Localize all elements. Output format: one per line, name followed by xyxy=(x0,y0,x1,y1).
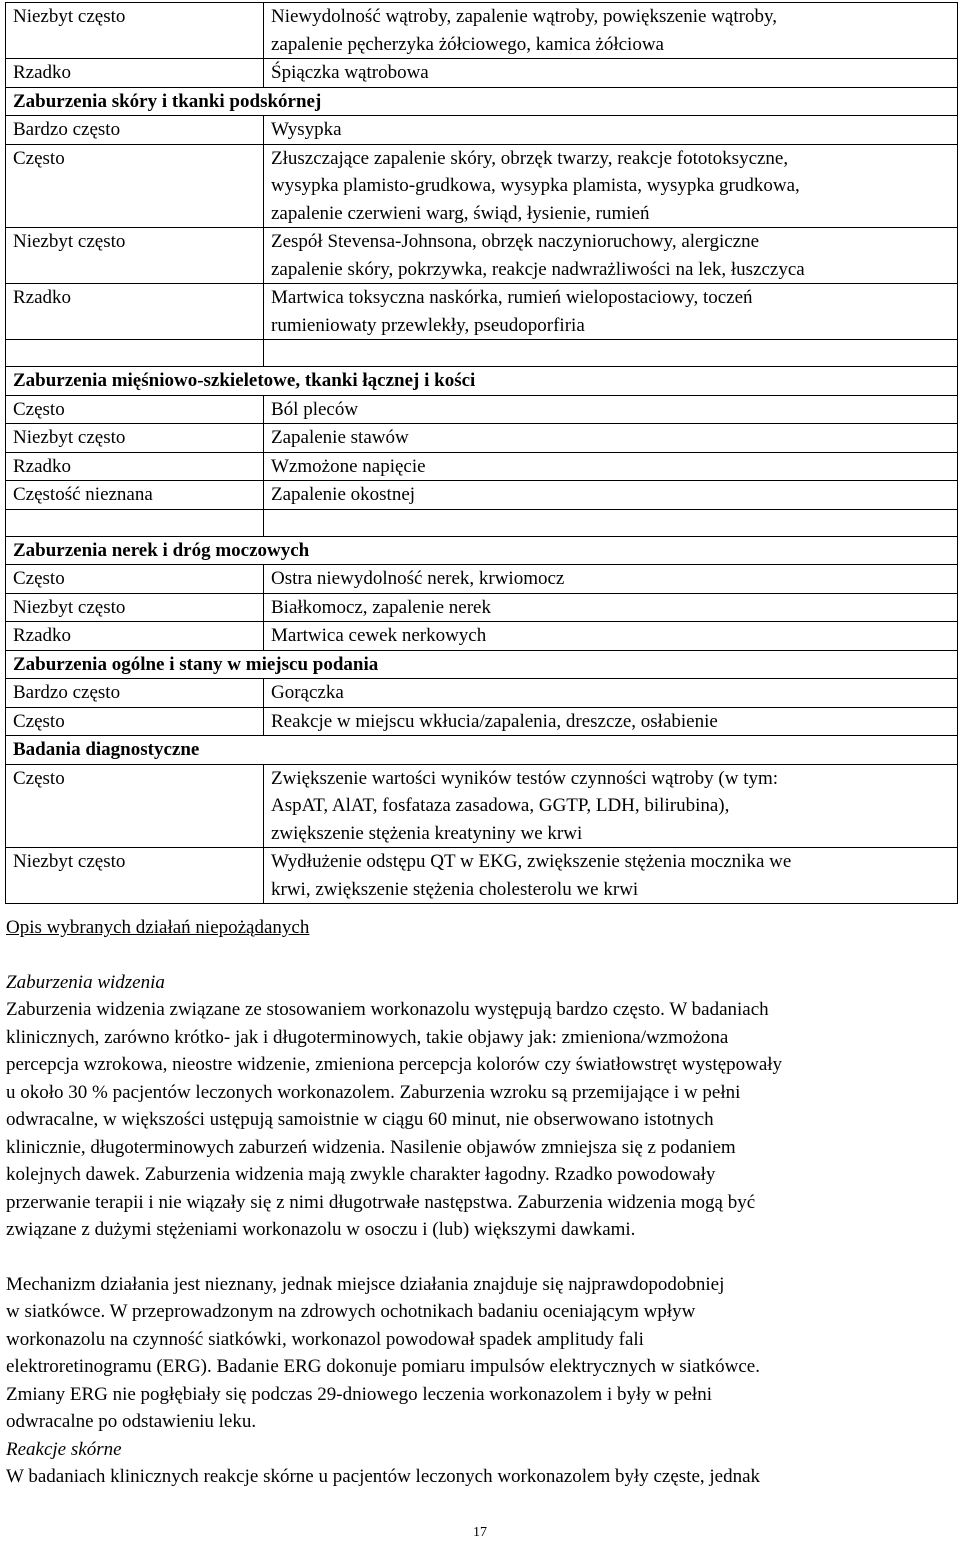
reaction-line: zapalenie skóry, pokrzywka, reakcje nadwrażliwości na lek, łuszczyca xyxy=(271,258,805,280)
selected-adverse-effects-section xyxy=(6,914,951,1491)
frequency-cell: Bardzo często xyxy=(6,679,264,708)
frequency-cell: Niezbyt często xyxy=(6,424,264,453)
frequency-cell: Niezbyt często xyxy=(6,848,264,904)
reaction-cell xyxy=(264,3,958,59)
reaction-cell xyxy=(264,452,958,481)
reaction-cell xyxy=(264,395,958,424)
table-row xyxy=(6,144,958,228)
reaction-cell xyxy=(264,593,958,622)
section-title: Badania diagnostyczne xyxy=(6,736,958,765)
frequency-cell: Rzadko xyxy=(6,59,264,88)
frequency-cell: Często xyxy=(6,707,264,736)
vision-paragraph-1 xyxy=(6,996,951,1244)
table-row xyxy=(6,565,958,594)
table-row xyxy=(6,284,958,340)
text-line: związane z dużymi stężeniami workonazolu w osoczu i (lub) większymi dawkami. xyxy=(6,1219,636,1240)
vision-paragraph-2 xyxy=(6,1271,951,1436)
reaction-line: Ostra niewydolność nerek, krwiomocz xyxy=(271,568,565,589)
frequency-cell: Niezbyt często xyxy=(6,228,264,284)
empty-cell xyxy=(264,340,958,367)
reaction-cell xyxy=(264,622,958,651)
reaction-line: Białkomocz, zapalenie nerek xyxy=(271,596,491,618)
reaction-line: krwi, zwiększenie stężenia cholesterolu we krwi xyxy=(271,878,639,900)
reaction-cell xyxy=(264,116,958,145)
text-line: odwracalne, w większości ustępują samoistnie w ciągu 60 minut, nie obserwowano istotnych xyxy=(6,1109,714,1130)
reaction-cell xyxy=(264,481,958,510)
reaction-line: Ból pleców xyxy=(271,398,359,420)
table-section-row xyxy=(6,736,958,765)
frequency-cell: Niezbyt często xyxy=(6,3,264,59)
reaction-cell xyxy=(264,59,958,88)
reaction-cell xyxy=(264,144,958,228)
frequency-cell: Często xyxy=(6,395,264,424)
frequency-cell: Niezbyt często xyxy=(6,593,264,622)
reaction-line: Niewydolność wątroby, zapalenie wątroby, powiększenie wątroby, xyxy=(271,6,777,27)
frequency-cell: Rzadko xyxy=(6,452,264,481)
text-line: Zmiany ERG nie pogłębiały się podczas 29-dniowego leczenia workonazolem i były w pełni xyxy=(6,1383,712,1405)
text-line: w siatkówce. W przeprowadzonym na zdrowych ochotnikach badaniu oceniającym wpływ xyxy=(6,1301,696,1322)
reaction-line: Zapalenie okostnej xyxy=(271,484,416,505)
reaction-cell xyxy=(264,848,958,904)
table-row xyxy=(6,395,958,424)
section-title: Zaburzenia nerek i dróg moczowych xyxy=(6,536,958,565)
skin-reactions-heading: Reakcje skórne xyxy=(6,1438,122,1460)
text-line: u około 30 % pacjentów leczonych workonazolem. Zaburzenia wzroku są przemijające i w pełni xyxy=(6,1081,741,1103)
reaction-cell xyxy=(264,679,958,708)
reaction-line: zwiększenie stężenia kreatyniny we krwi xyxy=(271,822,583,844)
frequency-cell: Często xyxy=(6,764,264,848)
text-line: przerwanie terapii i nie wiązały się z nimi długotrwałe następstwa. Zaburzenia widzenia mogą być xyxy=(6,1191,756,1213)
table-row xyxy=(6,679,958,708)
table-section-row xyxy=(6,650,958,679)
table-section-row xyxy=(6,367,958,396)
table-row xyxy=(6,481,958,510)
table-row xyxy=(6,228,958,284)
table-row xyxy=(6,707,958,736)
table-section-row xyxy=(6,87,958,116)
frequency-cell: Często xyxy=(6,565,264,594)
reaction-cell xyxy=(264,764,958,848)
section-heading: Opis wybranych działań niepożądanych xyxy=(6,917,310,938)
table-spacer-row xyxy=(6,509,958,536)
reaction-cell xyxy=(264,565,958,594)
reaction-cell xyxy=(264,707,958,736)
reaction-line: Złuszczające zapalenie skóry, obrzęk twarzy, reakcje fototoksyczne, xyxy=(271,147,789,169)
text-line: W badaniach klinicznych reakcje skórne u pacjentów leczonych workonazolem były częste, jednak xyxy=(6,1466,761,1487)
empty-cell xyxy=(264,509,958,536)
reaction-line: zapalenie czerwieni warg, świąd, łysienie, rumień xyxy=(271,202,650,224)
skin-reactions-paragraph xyxy=(6,1463,951,1491)
reaction-line: Wzmożone napięcie xyxy=(271,455,426,477)
table-row xyxy=(6,3,958,59)
reaction-line: Wydłużenie odstępu QT w EKG, zwiększenie stężenia mocznika we xyxy=(271,851,792,872)
section-title: Zaburzenia skóry i tkanki podskórnej xyxy=(6,87,958,116)
reaction-line: Gorączka xyxy=(271,682,344,703)
reaction-line: rumieniowaty przewlekły, pseudoporfiria xyxy=(271,314,585,336)
reaction-line: Martwica toksyczna naskórka, rumień wielopostaciowy, toczeń xyxy=(271,287,753,308)
table-row xyxy=(6,59,958,88)
table-row xyxy=(6,424,958,453)
reaction-line: Zespół Stevensa-Johnsona, obrzęk naczynioruchowy, alergiczne xyxy=(271,231,760,252)
frequency-cell: Bardzo często xyxy=(6,116,264,145)
table-section-row xyxy=(6,536,958,565)
section-title: Zaburzenia mięśniowo-szkieletowe, tkanki łącznej i kości xyxy=(6,367,958,396)
text-line: percepcja wzrokowa, nieostre widzenie, zmieniona percepcja kolorów czy światłowstręt występowały xyxy=(6,1054,783,1075)
table-row xyxy=(6,848,958,904)
table-row xyxy=(6,116,958,145)
frequency-cell: Często xyxy=(6,144,264,228)
reaction-line: Zwiększenie wartości wyników testów czynności wątroby (w tym: xyxy=(271,767,779,789)
reaction-line: Wysypka xyxy=(271,119,342,140)
frequency-cell: Rzadko xyxy=(6,284,264,340)
reaction-cell xyxy=(264,424,958,453)
table-row xyxy=(6,452,958,481)
text-line: elektroretinogramu (ERG). Badanie ERG dokonuje pomiaru impulsów elektrycznych w siatkówce. xyxy=(6,1356,760,1377)
table-spacer-row xyxy=(6,340,958,367)
empty-cell xyxy=(6,340,264,367)
reaction-line: Reakcje w miejscu wkłucia/zapalenia, dreszcze, osłabienie xyxy=(271,710,718,732)
reaction-line: Martwica cewek nerkowych xyxy=(271,625,487,646)
text-line: Mechanizm działania jest nieznany, jednak miejsce działania znajduje się najprawdopodobniej xyxy=(6,1273,725,1295)
text-line: kolejnych dawek. Zaburzenia widzenia mają zwykle charakter łagodny. Rzadko powodowały xyxy=(6,1164,716,1185)
text-line: odwracalne po odstawieniu leku. xyxy=(6,1411,257,1432)
frequency-cell: Rzadko xyxy=(6,622,264,651)
frequency-cell: Częstość nieznana xyxy=(6,481,264,510)
text-line: Zaburzenia widzenia związane ze stosowaniem workonazolu występują bardzo często. W badaniach xyxy=(6,999,769,1020)
reaction-line: zapalenie pęcherzyka żółciowego, kamica żółciowa xyxy=(271,33,664,55)
text-line: klinicznych, zarówno krótko- jak i długoterminowych, takie objawy jak: zmieniona/wzmożona xyxy=(6,1026,729,1048)
section-title: Zaburzenia ogólne i stany w miejscu podania xyxy=(6,650,958,679)
table-row xyxy=(6,764,958,848)
table-row xyxy=(6,622,958,651)
text-line: klinicznie, długoterminowych zaburzeń widzenia. Nasilenie objawów zmniejsza się z podaniem xyxy=(6,1136,736,1158)
reaction-line: wysypka plamisto-grudkowa, wysypka plamista, wysypka grudkowa, xyxy=(271,175,800,196)
page-number: 17 xyxy=(473,1525,487,1540)
reaction-line: AspAT, AlAT, fosfataza zasadowa, GGTP, LDH, bilirubina), xyxy=(271,795,730,816)
reaction-line: Śpiączka wątrobowa xyxy=(271,62,429,83)
table-row xyxy=(6,593,958,622)
adverse-reactions-table xyxy=(5,2,958,904)
reaction-line: Zapalenie stawów xyxy=(271,427,409,448)
vision-disorders-heading: Zaburzenia widzenia xyxy=(6,971,165,993)
reaction-cell xyxy=(264,284,958,340)
reaction-cell xyxy=(264,228,958,284)
text-line: workonazolu na czynność siatkówki, workonazol powodował spadek amplitudy fali xyxy=(6,1328,644,1350)
empty-cell xyxy=(6,509,264,536)
